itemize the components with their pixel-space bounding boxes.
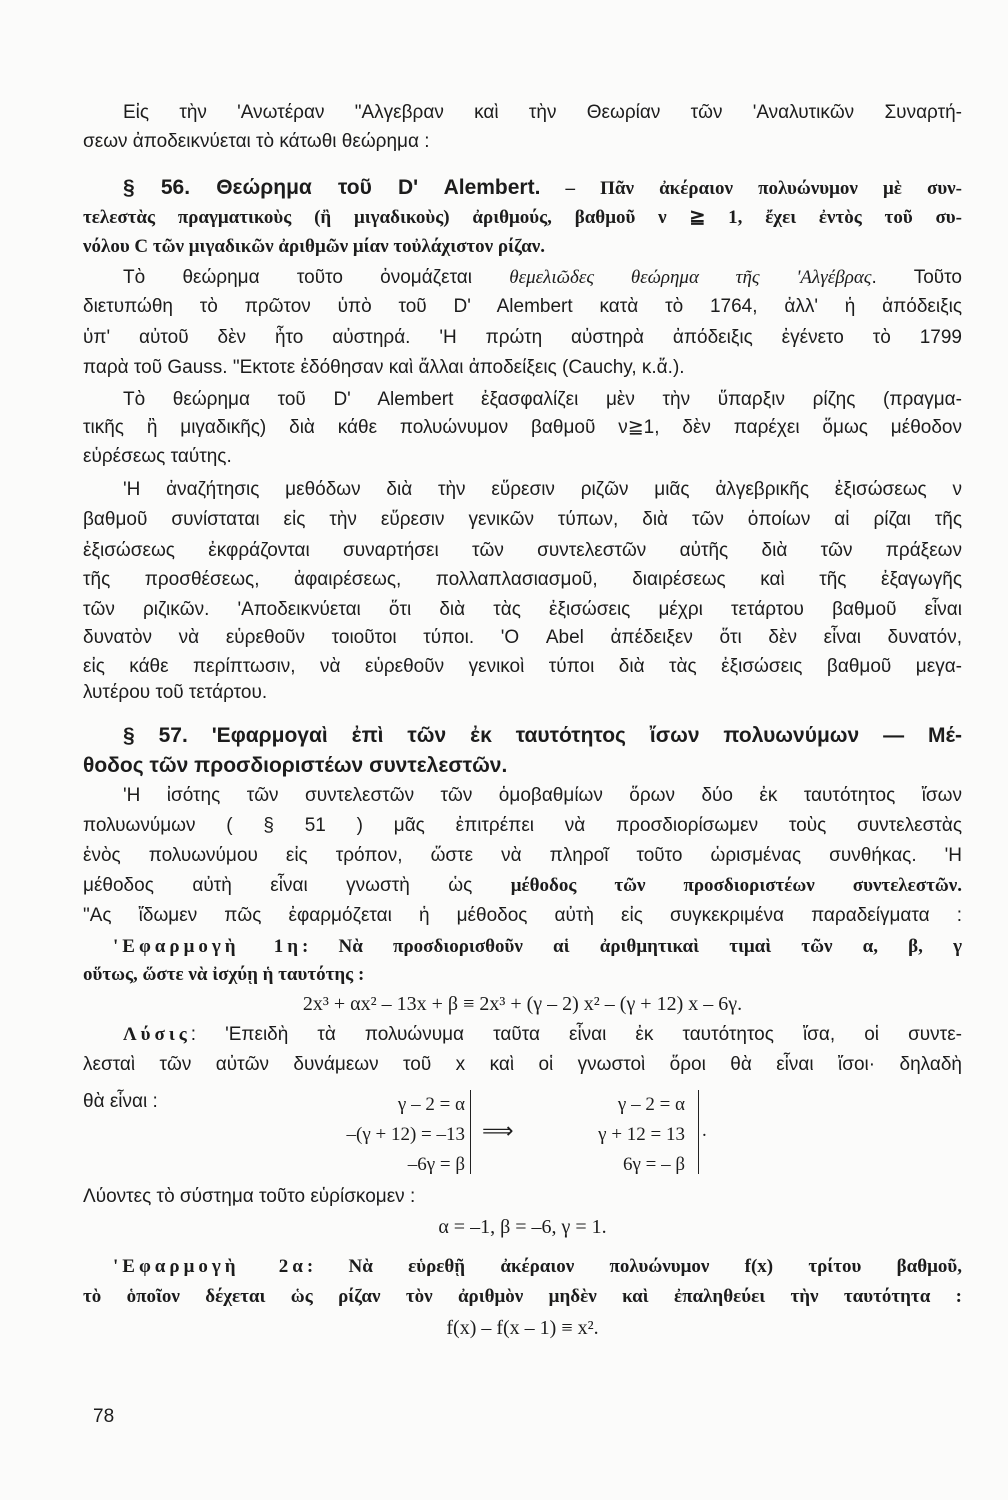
- text-line: [123, 724, 962, 749]
- text: πολυωνύμων ( § 51 ) μᾶς ἐπιτρέπει νὰ προσδιορίσωμεν τοὺς συντελεστὰς: [83, 815, 962, 836]
- text-line: [123, 101, 962, 125]
- text-line: [83, 130, 962, 154]
- text-line: [83, 814, 962, 838]
- section-heading: § 57. 'Εφαρμογαὶ ἐπὶ τῶν ἐκ ταυτότητος ἴσων πολυωνύμων — Μέ-: [123, 724, 962, 747]
- text-line: [83, 356, 962, 380]
- text: ἐξισώσεως ἐκφράζονται συναρτήσει τῶν συντελεστῶν αὐτῆς διὰ τῶν πράξεων: [83, 540, 962, 561]
- text-line: [83, 235, 962, 259]
- text: Τὸ θεώρημα τοῦ D' Alembert ἐξασφαλίζει μὲν τὴν ὕπαρξιν ρίζης (πραγμα-: [123, 389, 962, 410]
- formula-line: [83, 1215, 962, 1239]
- bold-text: : Νὰ προσδιορισθοῦν αἱ ἀριθμητικαὶ τιμαὶ τῶν α, β, γ: [302, 936, 963, 957]
- text-line: [83, 844, 962, 868]
- bold-text: τὸ ὁποῖον δέχεται ὡς ρίζαν τὸν ἀριθμὸν μηδὲν καὶ ἐπαληθεύει τὴν ταυτότητα :: [83, 1286, 962, 1307]
- text-line: [83, 326, 962, 350]
- text-line: [83, 598, 962, 622]
- equation: γ – 2 = α: [617, 1094, 685, 1115]
- formula-line: [83, 992, 962, 1016]
- equation: 6γ = – β: [622, 1154, 685, 1175]
- text-line: [83, 681, 962, 705]
- text-line: [83, 416, 962, 440]
- text: 2x³ + αx² – 13x + β ≡ 2x³ + (γ – 2) x² – (γ + 12) x – 6γ.: [302, 993, 743, 1015]
- text: δυνατὸν νὰ εὑρεθοῦν τοιοῦτοι τύποι. 'Ο Abel ἀπέδειξεν ὅτι δὲν εἶναι δυνατόν,: [83, 627, 962, 648]
- text-line: [123, 478, 962, 502]
- text: α = –1, β = –6, γ = 1.: [438, 1216, 607, 1238]
- text: Εἰς τὴν 'Ανωτέραν "Αλγεβραν καὶ τὴν Θεωρίαν τῶν 'Αναλυτικῶν Συναρτή-: [123, 102, 962, 123]
- text: εὑρέσεως ταύτης.: [83, 446, 232, 467]
- right-brace: [690, 1090, 699, 1174]
- equation: γ – 2 = α: [397, 1094, 465, 1115]
- text: μέθοδος αὐτὴ εἶναι γνωστὴ ὡς: [83, 875, 511, 896]
- page-number: 78: [93, 1406, 115, 1427]
- text: ὑπ' αὐτοῦ δὲν ἦτο αὐστηρά. 'Η πρώτη αὐστηρὰ ἀπόδειξις ἐγένετο τὸ 1799: [83, 327, 962, 348]
- text-line: [83, 963, 962, 987]
- text: εἰς κάθε περίπτωσιν, νὰ εὑρεθοῦν γενικοὶ τύποι διὰ τὰς ἐξισώσεις βαθμοῦ μεγα-: [83, 656, 962, 677]
- text: ἑνὸς πολυωνύμου εἰς τρόπον, ὥστε νὰ πληροῖ τοῦτο ὡρισμένας συνθήκας. 'Η: [83, 845, 962, 866]
- text: τικῆς ἢ μιγαδικῆς) διὰ κάθε πολυώνυμον βαθμοῦ ν≧1, δὲν παρέχει ὅμως μέθοδον: [83, 417, 962, 438]
- text-line: [83, 1090, 283, 1114]
- example-label: Λύσις: [123, 1024, 191, 1045]
- text-line: [83, 904, 962, 928]
- text-line: [123, 176, 962, 201]
- bold-text: νόλου C τῶν μιγαδικῶν ἀριθμῶν μίαν τοὐλάχιστον ρίζαν.: [83, 236, 546, 257]
- text-line: [83, 626, 962, 650]
- equation: –(γ + 12) = –13: [346, 1124, 465, 1145]
- formula-line: [83, 1316, 962, 1340]
- text: παρὰ τοῦ Gauss. "Εκτοτε ἐδόθησαν καὶ ἄλλαι ἀποδείξεις (Cauchy, κ.ἄ.).: [83, 357, 685, 378]
- text-line: [83, 206, 962, 230]
- text-line: [83, 295, 962, 319]
- text-line: [113, 935, 962, 959]
- italic-text: θεμελιῶδες θεώρημα τῆς 'Αλγέβρας: [509, 267, 872, 288]
- text-line: [83, 445, 962, 469]
- bold-text: μέθοδος τῶν προσδιοριστέων συντελεστῶν.: [510, 875, 962, 896]
- example-label: 'Εφαρμογὴ 2α: [113, 1256, 307, 1277]
- text: τῶν ριζικῶν. 'Αποδεικνύεται ὅτι διὰ τὰς ἐξισώσεις μέχρι τετάρτου βαθμοῦ εἶναι: [83, 599, 962, 620]
- text: 'Η ἰσότης τῶν συντελεστῶν τῶν ὁμοβαθμίων ὅρων δύο ἐκ ταυτότητος ἴσων: [123, 785, 962, 806]
- implies-arrow: ⟹: [482, 1118, 514, 1143]
- section-heading: § 56. Θεώρημα τοῦ D' Alembert.: [123, 176, 541, 199]
- text-line: [123, 388, 962, 412]
- text: Τὸ θεώρημα τοῦτο ὀνομάζεται: [123, 267, 510, 288]
- text: λεσταὶ τῶν αὐτῶν δυνάμεων τοῦ x καὶ οἱ γνωστοὶ ὅροι θὰ εἶναι ἴσοι· δηλαδὴ: [83, 1054, 962, 1075]
- text-line: [83, 655, 962, 679]
- text-line: [123, 266, 962, 290]
- text: διετυπώθη τὸ πρῶτον ὑπὸ τοῦ D' Alembert κατὰ τὸ 1764, ἀλλ' ἡ ἀπόδειξις: [83, 296, 962, 317]
- text-line: [123, 784, 962, 808]
- example-label: 'Εφαρμογὴ 1η: [113, 936, 303, 957]
- text-line: [83, 508, 962, 532]
- equation: –6γ = β: [407, 1154, 465, 1175]
- system-left-column: [300, 1090, 465, 1180]
- text: θὰ εἶναι :: [83, 1091, 158, 1112]
- right-brace: [462, 1090, 471, 1174]
- bold-text: τελεστὰς πραγματικοὺς (ἢ μιγαδικοὺς) ἀριθμούς, βαθμοῦ ν ≧ 1, ἔχει ἐντὸς τοῦ συ-: [83, 207, 962, 228]
- text: "Ας ἴδωμεν πῶς ἐφαρμόζεται ἡ μέθοδος αὐτὴ εἰς συγκεκριμένα παραδείγματα :: [83, 905, 962, 926]
- text: τῆς προσθέσεως, ἀφαιρέσεως, πολλαπλασιασμοῦ, διαιρέσεως καὶ τῆς ἐξαγωγῆς: [83, 569, 962, 590]
- text-line: [113, 1255, 962, 1279]
- text-line: [83, 874, 962, 898]
- text: βαθμοῦ συνίσταται εἰς τὴν εὕρεσιν γενικῶν τύπων, διὰ τῶν ὁποίων αἱ ρίζαι τῆς: [83, 509, 962, 530]
- bold-text: : Νὰ εὑρεθῇ ἀκέραιον πολυώνυμον f(x) τρίτου βαθμοῦ,: [306, 1256, 962, 1277]
- text-line: [83, 568, 962, 592]
- text: : 'Επειδὴ τὰ πολυώνυμα ταῦτα εἶναι ἐκ ταυτότητος ἴσα, οἱ συντε-: [190, 1024, 962, 1045]
- text: f(x) – f(x – 1) ≡ x².: [446, 1317, 599, 1339]
- text: Λύοντες τὸ σύστημα τοῦτο εὑρίσκομεν :: [83, 1186, 416, 1207]
- text-line: [83, 1053, 962, 1077]
- text: λυτέρου τοῦ τετάρτου.: [83, 682, 268, 703]
- section-heading: θοδος τῶν προσδιοριστέων συντελεστῶν.: [83, 754, 508, 777]
- text-line: [83, 1285, 962, 1309]
- bold-text: οὕτως, ὥστε νὰ ἰσχύῃ ἡ ταυτότης :: [83, 964, 365, 985]
- text: . Τοῦτο: [871, 267, 962, 288]
- text-line: [83, 1185, 962, 1209]
- system-end-period: .: [702, 1120, 707, 1141]
- text: σεων ἀποδεικνύεται τὸ κάτωθι θεώρημα :: [83, 131, 430, 152]
- equation: γ + 12 = 13: [598, 1124, 685, 1145]
- text-line: [83, 539, 962, 563]
- text-line: [83, 754, 962, 779]
- text-line: [123, 1023, 962, 1047]
- system-right-column: [525, 1090, 685, 1180]
- text: 'Η ἀναζήτησις μεθόδων διὰ τὴν εὕρεσιν ριζῶν μιᾶς ἀλγεβρικῆς ἐξισώσεως ν: [123, 479, 962, 500]
- bold-text: – Πᾶν ἀκέραιον πολυώνυμον μὲ συν-: [540, 178, 962, 199]
